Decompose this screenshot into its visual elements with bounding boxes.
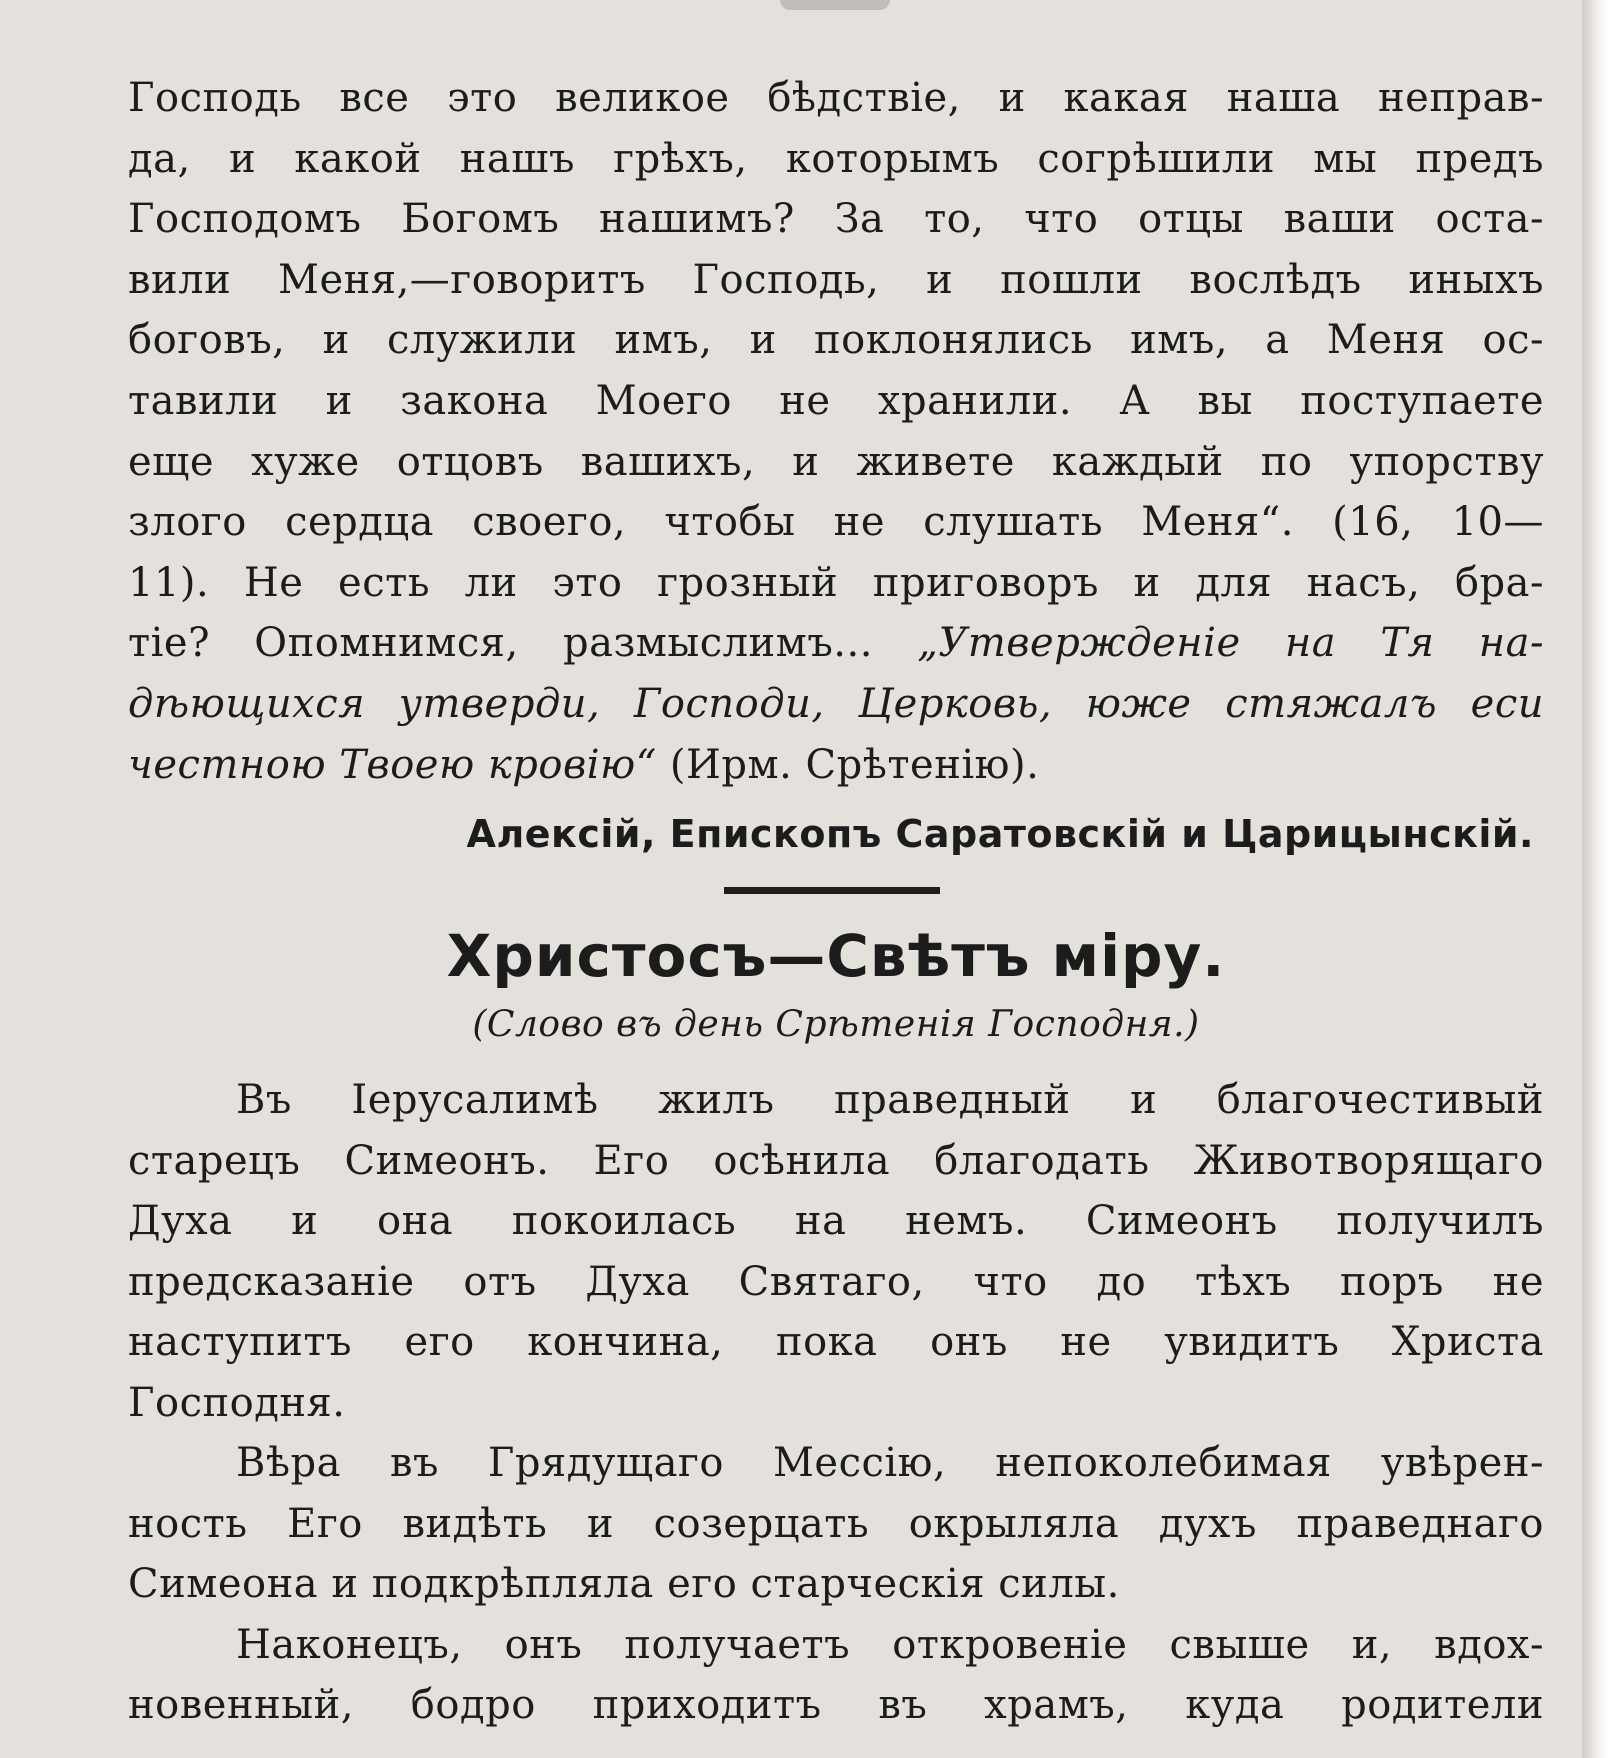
page-edge: [1582, 0, 1608, 1758]
text-line: вили Меня,—говоритъ Господь, и пошли вослѣдъ иныхъ: [128, 256, 1544, 303]
text-line: Вѣра въ Грядущаго Мессію, непоколебимая увѣрен-: [236, 1440, 1544, 1486]
text-line: Господь все это великое бѣдствіе, и какая наша неправ-: [128, 75, 1544, 121]
text-line-mixed: [128, 735, 1544, 796]
page-number-fragment: [780, 0, 890, 10]
text-line: Господня.: [128, 1379, 346, 1426]
top-paragraph: [128, 68, 1544, 795]
sermon-subtitle: (Слово въ день Срѣтенія Господня.): [472, 1004, 1200, 1045]
text-line: Симеона и подкрѣпляла его старческія силы.: [128, 1561, 1120, 1607]
text-line: Духа и она покоилась на немъ. Симеонъ получилъ: [128, 1198, 1544, 1244]
sermon-body: [128, 1070, 1544, 1736]
plain-text: (Ирм. Срѣтенію).: [656, 741, 1040, 788]
text-line: старецъ Симеонъ. Его осѣнила благодать Животворящаго: [128, 1137, 1544, 1184]
text-line: Господомъ Богомъ нашимъ? За то, что отцы ваши оста-: [128, 196, 1544, 243]
text-line: новенный, бодро приходитъ въ храмъ, куда родители: [128, 1682, 1544, 1728]
text-line: злого сердца своего, чтобы не слушать Меня“. (16, 10—: [128, 499, 1544, 546]
text-line: тавили и закона Моего не хранили. А вы поступаете: [128, 377, 1544, 424]
italic-quote-line: дѣющихся утверди, Господи, Церковь, юже стяжалъ еси: [128, 680, 1544, 727]
text-line: боговъ, и служили имъ, и поклонялись имъ, а Меня ос-: [128, 317, 1544, 364]
divider-rule: [724, 887, 940, 894]
text-line-mixed: [128, 613, 1544, 674]
text-line: 11). Не есть ли это грозный приговоръ и для насъ, бра-: [128, 559, 1544, 606]
text-line: Наконецъ, онъ получаетъ откровеніе свыше и, вдох-: [236, 1621, 1544, 1668]
italic-quote: честною Твоею кровію“: [128, 741, 657, 788]
text-line: Въ Іерусалимѣ жилъ праведный и благочестивый: [236, 1077, 1544, 1123]
text-line: наступитъ его кончина, пока онъ не увидитъ Христа: [128, 1319, 1544, 1365]
text-line: да, и какой нашъ грѣхъ, которымъ согрѣшили мы предъ: [128, 135, 1544, 182]
signature: Алексій, Епископъ Саратовскій и Царицынскій.: [466, 812, 1534, 856]
text-line: еще хуже отцовъ вашихъ, и живете каждый по упорству: [128, 438, 1544, 485]
text-line: ность Его видѣть и созерцать окрыляла духъ праведнаго: [128, 1500, 1544, 1547]
plain-text: тіе? Опомнимся, размыслимъ...: [128, 620, 918, 667]
sermon-title: Христосъ—Свѣтъ міру.: [446, 922, 1226, 990]
text-line: предсказаніе отъ Духа Святаго, что до тѣхъ поръ не: [128, 1258, 1544, 1305]
italic-quote: „Утвержденіе на Тя на-: [917, 620, 1544, 667]
